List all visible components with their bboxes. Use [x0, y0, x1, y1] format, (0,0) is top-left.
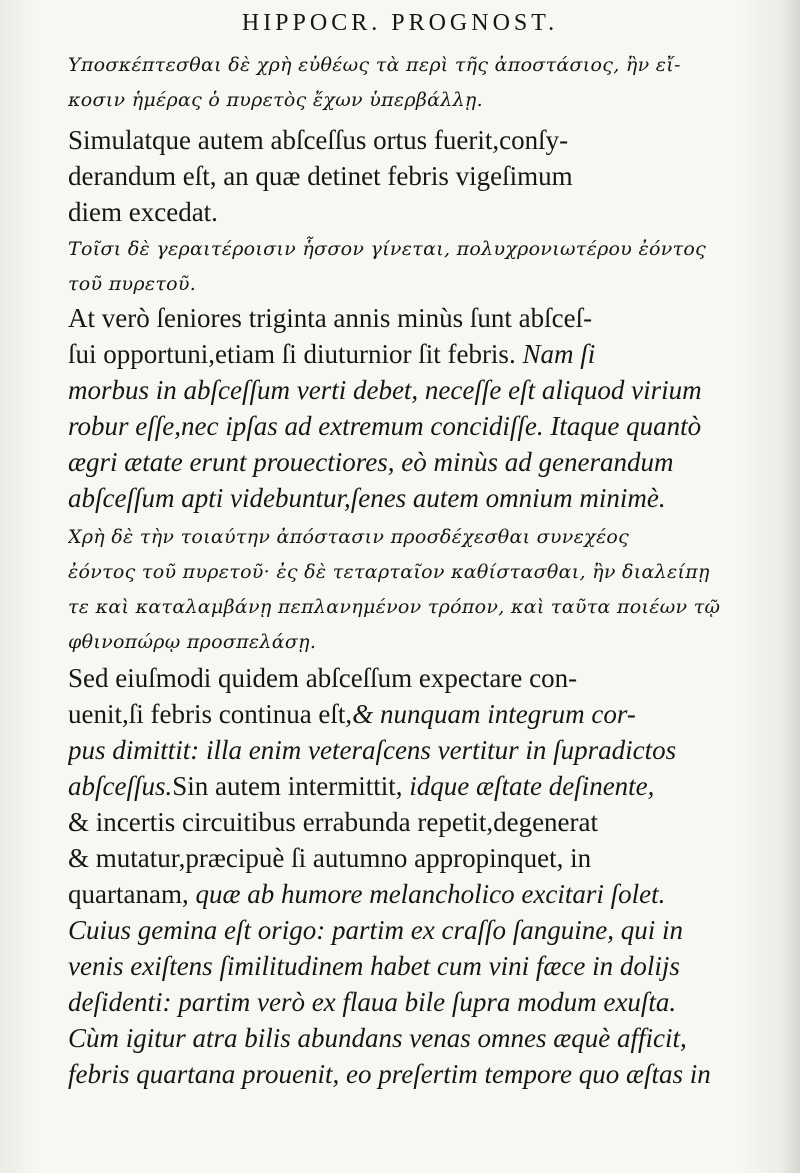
- greek-line: τοῦ πυρετοῦ.: [68, 273, 197, 295]
- greek-passage-3: [68, 520, 730, 660]
- greek-passage-2: [68, 232, 730, 302]
- latin-line: abſceſſus.Sin autem intermittit, idque æſtate deſinente,: [68, 771, 655, 801]
- greek-line: Τοῖσι δὲ γεραιτέροισιν ἧσσον γίνεται, πολυχρονιωτέρου ἐόντος: [68, 238, 707, 260]
- latin-line: abſceſſum apti videbuntur,ſenes autem omnium minimè.: [68, 483, 666, 513]
- latin-line: robur eſſe,nec ipſas ad extremum concidiſſe. Itaque quantò: [68, 411, 702, 441]
- latin-line: diem excedat.: [68, 197, 218, 227]
- latin-line: Cuius gemina eſt origo: partim ex craſſo ſanguine, qui in: [68, 915, 683, 945]
- greek-line: τε καὶ καταλαμβάνῃ πεπλανημένον τρόπον, καὶ ταῦτα ποιέων τῷ: [68, 596, 721, 618]
- latin-line: ſui opportuni,etiam ſi diuturnior ſit febris. Nam ſi: [68, 339, 596, 369]
- greek-line: Χρὴ δὲ τὴν τοιαύτην ἀπόστασιν προσδέχεσθαι συνεχέος: [68, 526, 630, 548]
- latin-line: quartanam, quæ ab humore melancholico excitari ſolet.: [68, 879, 666, 909]
- latin-line: venis exiſtens ſimilitudinem habet cum vini fæce in dolijs: [68, 951, 680, 981]
- page-spine-shadow: [780, 0, 800, 1173]
- latin-line: Cùm igitur atra bilis abundans venas omnes æquè afficit,: [68, 1023, 687, 1053]
- greek-line: Υποσκέπτεσθαι δὲ χρὴ εὐθέως τὰ περὶ τῆς ἀποστάσιος, ἢν εἴ-: [68, 54, 681, 76]
- latin-line: febris quartana prouenit, eo preſertim tempore quo æſtas in: [68, 1059, 711, 1089]
- latin-passage-1: [68, 122, 730, 230]
- latin-line: deſidenti: partim verò ex flaua bile ſupra modum exuſta.: [68, 987, 677, 1017]
- latin-line: At verò ſeniores triginta annis minùs ſunt abſceſ-: [68, 303, 593, 333]
- latin-line: Simulatque autem abſceſſus ortus fuerit,conſy-: [68, 125, 569, 155]
- latin-line: pus dimittit: illa enim veteraſcens vertitur in ſupradictos: [68, 735, 677, 765]
- latin-line: morbus in abſceſſum verti debet, neceſſe eſt aliquod virium: [68, 375, 702, 405]
- latin-passage-3: [68, 660, 730, 1092]
- greek-line: κοσιν ἡμέρας ὁ πυρετὸς ἔχων ὑπερβάλλῃ.: [68, 89, 483, 111]
- latin-line: Sed eiuſmodi quidem abſceſſum expectare con-: [68, 663, 578, 693]
- latin-line: ægri ætate erunt prouectiores, eò minùs ad generandum: [68, 447, 674, 477]
- latin-line: & mutatur,præcipuè ſi autumno appropinquet, in: [68, 843, 592, 873]
- running-header: HIPPOCR. PROGNOST.: [241, 10, 559, 36]
- greek-line: φθινοπώρῳ προσπελάσῃ.: [68, 631, 317, 653]
- greek-line: ἐόντος τοῦ πυρετοῦ· ἐς δὲ τεταρταῖον καθίστασθαι, ἢν διαλείπῃ: [68, 561, 710, 583]
- latin-line: derandum eſt, an quæ detinet febris vigeſimum: [68, 161, 573, 191]
- latin-line: uenit,ſi febris continua eſt,& nunquam integrum cor-: [68, 699, 636, 729]
- latin-line: & incertis circuitibus errabunda repetit,degenerat: [68, 807, 599, 837]
- latin-passage-2: [68, 300, 730, 516]
- greek-passage-1: [68, 48, 730, 118]
